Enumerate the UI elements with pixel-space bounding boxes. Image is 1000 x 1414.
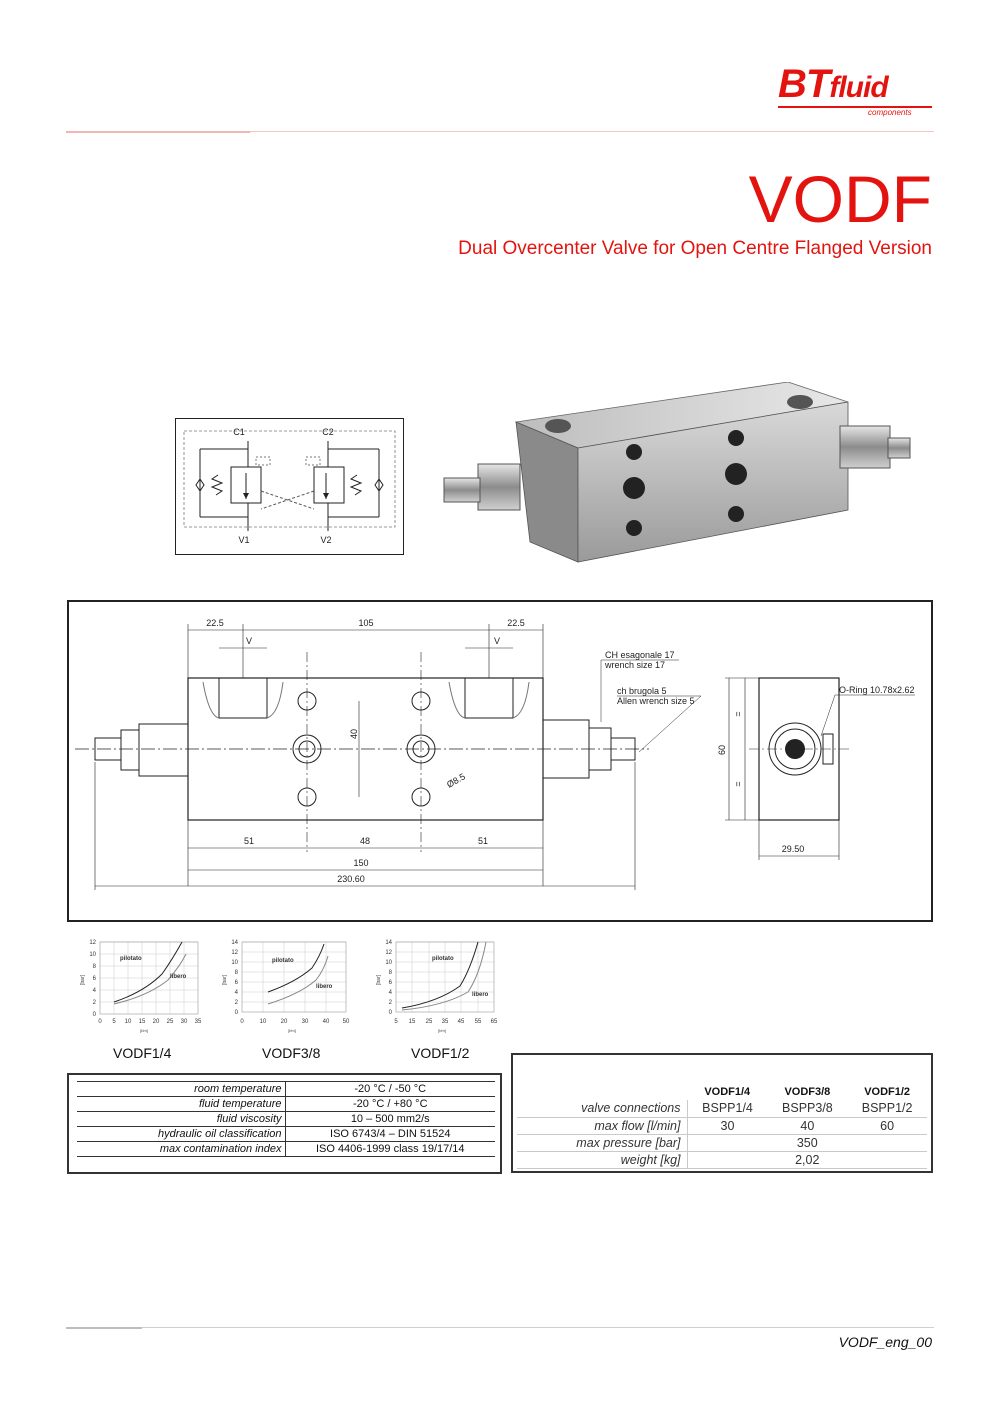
port-c1: C1 [233,427,245,437]
yt: 8 [234,970,238,976]
env-key: max contamination index [77,1142,285,1157]
document-code: VODF_eng_00 [838,1334,932,1350]
yt: 2 [388,1000,392,1006]
xt: 55 [474,1019,482,1025]
yt: 0 [234,1010,238,1016]
dim-top-right: 22.5 [507,618,525,628]
xt: 20 [280,1019,288,1025]
table-row [517,1134,927,1151]
eq-mark-bottom: = [733,781,743,787]
env-value: ISO 4406-1999 class 19/17/14 [285,1142,495,1157]
graph-label-vodf14: VODF1/4 [113,1045,172,1061]
col-header: VODF1/4 [704,1085,751,1098]
xt: 5 [112,1019,116,1025]
v-label-right: V [493,636,501,646]
port-v2: V2 [320,535,332,545]
ylabel: [bar] [222,974,228,986]
yt: 14 [231,940,238,946]
dim-overall: 230.60 [337,874,365,884]
note-allen-en: Allen wrench size 5 [617,696,695,706]
yt: 10 [231,960,238,966]
table-row [77,1127,495,1142]
spec-value: 350 [687,1134,927,1151]
xt: 10 [124,1019,132,1025]
yt: 2 [234,1000,238,1006]
spec-value: BSPP1/4 [687,1100,768,1117]
col-header: VODF3/8 [784,1085,831,1098]
logo-subtext: components [868,108,912,117]
yt: 10 [89,952,96,958]
product-photo [438,382,938,564]
env-value: ISO 6743/4 – DIN 51524 [285,1127,495,1142]
xt: 40 [322,1019,330,1025]
environment-table [77,1081,495,1157]
yt: 14 [385,940,392,946]
spec-value: BSPP1/2 [847,1100,927,1117]
spec-value: 40 [768,1117,848,1134]
yt: 2 [92,1000,96,1006]
env-key: hydraulic oil classification [77,1127,285,1142]
ylabel: [bar] [376,974,382,986]
xt: 30 [301,1019,309,1025]
footer-rule-accent [66,1327,142,1329]
spec-value: 60 [847,1117,927,1134]
table-row [77,1082,495,1097]
yt: 10 [385,960,392,966]
yt: 6 [92,976,96,982]
dim-top-left: 22.5 [206,618,224,628]
graph-label-vodf38: VODF3/8 [262,1045,321,1061]
yt: 4 [92,988,96,994]
env-value: 10 – 500 mm2/s [285,1112,495,1127]
graph-vodf38 [212,934,356,1043]
col-header: VODF1/2 [864,1085,911,1098]
env-value: -20 °C / -50 °C [285,1082,495,1097]
environment-box [67,1073,502,1174]
brand-logo [778,62,938,122]
spec-key: valve connections [517,1100,687,1117]
yt: 12 [89,940,96,946]
dim-bottom-mid: 48 [359,836,371,846]
yt: 12 [385,950,392,956]
graph-vodf38-svg [212,934,356,1038]
port-v1: V1 [238,535,250,545]
yt: 8 [92,964,96,970]
xt: 35 [194,1019,202,1025]
eq-mark-top: = [733,711,743,717]
logo-wordmark: BTfluid [778,62,888,106]
xt: 5 [394,1019,398,1025]
yt: 12 [231,950,238,956]
yt: 6 [234,980,238,986]
dim-60: 60 [717,744,727,756]
graph-vodf12-svg [362,934,506,1038]
series-pilotato: pilotato [272,958,294,964]
xt: 0 [240,1019,244,1025]
hole-diameter: Ø8.5 [445,771,467,790]
yt: 4 [234,990,238,996]
env-key: room temperature [77,1082,285,1097]
xt: 30 [180,1019,188,1025]
yt: 8 [388,970,392,976]
xt: 35 [441,1019,449,1025]
xt: 10 [259,1019,267,1025]
xt: 0 [98,1019,102,1025]
xt: 20 [152,1019,160,1025]
spec-value: BSPP3/8 [768,1100,848,1117]
ylabel: [bar] [80,974,86,986]
series-pilotato: pilotato [120,956,142,962]
oring-note: O-Ring 10.78x2.62 [839,685,915,695]
series-libero: libero [170,974,187,980]
spec-value: 2,02 [687,1151,927,1168]
dim-40: 40 [349,728,359,740]
specs-table [517,1083,927,1169]
env-value: -20 °C / +80 °C [285,1097,495,1112]
xt: 15 [408,1019,416,1025]
spec-value: 30 [687,1117,768,1134]
spec-key: weight [kg] [517,1151,687,1168]
dimension-drawing [67,600,933,922]
port-c2: C2 [322,427,334,437]
xt: 25 [425,1019,433,1025]
graph-label-vodf12: VODF1/2 [411,1045,470,1061]
page-title: VODF [748,162,932,236]
yt: 0 [92,1012,96,1018]
series-libero: libero [316,984,333,990]
xt: 15 [138,1019,146,1025]
xt: 45 [457,1019,465,1025]
xt: 25 [166,1019,174,1025]
table-row [77,1142,495,1157]
table-row [517,1117,927,1134]
page-subtitle: Dual Overcenter Valve for Open Centre Flanged Version [458,238,932,259]
xt: 65 [490,1019,498,1025]
specs-box [511,1053,933,1173]
env-key: fluid temperature [77,1097,285,1112]
series-libero: libero [472,992,489,998]
env-key: fluid viscosity [77,1112,285,1127]
yt: 4 [388,990,392,996]
graph-vodf12 [362,934,506,1043]
xt: 50 [342,1019,350,1025]
v-label-left: V [245,636,253,646]
spec-key: max flow [l/min] [517,1117,687,1134]
dim-2950: 29.50 [781,844,805,854]
xlabel: [l/m] [438,1028,446,1033]
dim-bottom-left: 51 [243,836,255,846]
yt: 6 [388,980,392,986]
dim-bottom-right: 51 [477,836,489,846]
table-header-row [517,1083,927,1100]
table-row [517,1100,927,1117]
xlabel: [l/m] [140,1028,148,1033]
table-row [77,1097,495,1112]
note-hex-it: CH esagonale 17 [605,650,675,660]
note-hex-en: wrench size 17 [605,660,666,670]
xlabel: [l/m] [288,1028,296,1033]
spec-key: max pressure [bar] [517,1134,687,1151]
dim-top-mid: 105 [358,618,374,628]
header-rule-accent [66,131,250,133]
hydraulic-schematic [175,418,404,555]
series-pilotato: pilotato [432,956,454,962]
table-row [77,1112,495,1127]
graph-vodf14 [64,934,208,1043]
graph-vodf14-svg [64,934,208,1038]
note-allen-it: ch brugola 5 [617,686,667,696]
yt: 0 [388,1010,392,1016]
dim-150: 150 [353,858,369,868]
footer-rule [66,1327,934,1328]
table-row [517,1151,927,1168]
